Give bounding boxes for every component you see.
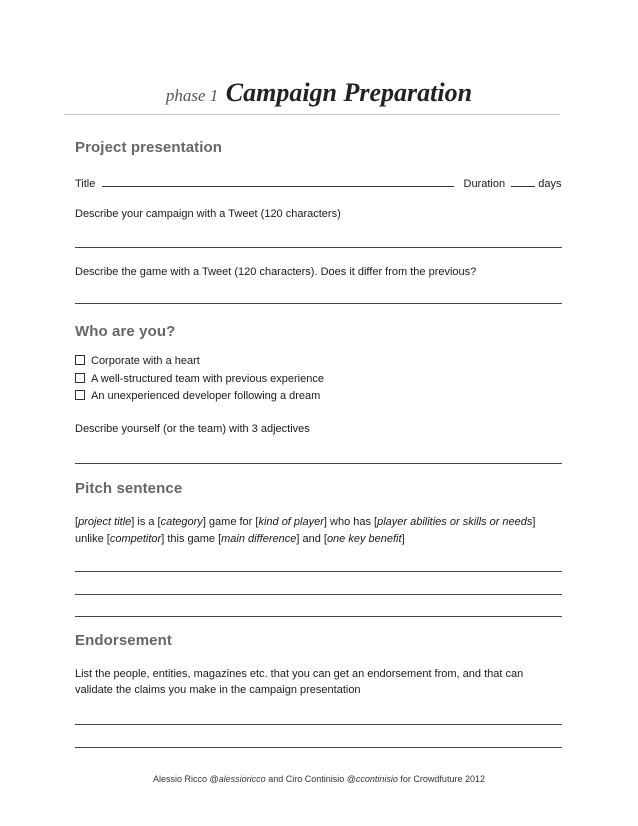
pitch-answer-line-3[interactable] [75,616,562,617]
phase-label: phase 1 [165,86,219,105]
pitch-template-line-1: [project title] is a [category] game for [kind of player] who has [player abilities or skills or needs] [75,516,536,528]
adjectives-prompt: Describe yourself (or the team) with 3 adjectives [75,423,310,435]
header-divider [64,114,560,115]
endorsement-answer-line-1[interactable] [75,724,562,725]
pitch-template-line-2: unlike [competitor] this game [main difference] and [one key benefit] [75,533,405,545]
option-label: Corporate with a heart [91,355,200,367]
tweet-game-prompt: Describe the game with a Tweet (120 characters). Does it differ from the previous? [75,266,477,278]
section-heading-project: Project presentation [75,139,223,156]
option-developer[interactable] [75,390,320,402]
endorsement-answer-line-2[interactable] [75,747,562,748]
placeholder-key-benefit: one key benefit [326,533,402,545]
duration-label: Duration [463,178,506,190]
duration-field[interactable] [511,176,535,187]
endorsement-prompt-line-1: List the people, entities, magazines etc. that you can get an endorsement from, and that can [75,668,524,680]
adjectives-answer-line[interactable] [75,463,562,464]
option-corporate[interactable] [75,355,200,367]
placeholder-project-title: project title [78,516,132,528]
page-header [0,78,638,108]
pitch-answer-line-2[interactable] [75,594,562,595]
page-title: Campaign Preparation [225,78,473,107]
checkbox[interactable] [75,355,85,365]
days-label: days [538,178,562,190]
handle-ccontinisio: ccontinisio [355,774,398,784]
tweet-campaign-answer-line[interactable] [75,247,562,248]
title-field[interactable] [102,176,454,187]
tweet-game-answer-line[interactable] [75,303,562,304]
placeholder-main-difference: main difference [221,533,297,545]
title-duration-row [75,176,561,190]
section-heading-endorsement: Endorsement [75,632,172,649]
tweet-campaign-prompt: Describe your campaign with a Tweet (120 characters) [75,208,341,220]
section-heading-who: Who are you? [75,323,176,340]
endorsement-prompt-line-2: validate the claims you make in the campaign presentation [75,684,361,696]
placeholder-category: category [160,516,203,528]
footer-credits: Alessio Ricco @alessioricco and Ciro Continisio @ccontinisio for Crowdfuture 2012 [153,774,485,784]
handle-alessioricco: alessioricco [218,774,266,784]
placeholder-abilities: player abilities or skills or needs [377,516,533,528]
option-team[interactable] [75,373,324,385]
placeholder-competitor: competitor [109,533,162,545]
option-label: A well-structured team with previous experience [91,373,324,385]
section-heading-pitch: Pitch sentence [75,480,183,497]
checkbox[interactable] [75,390,85,400]
pitch-answer-line-1[interactable] [75,571,562,572]
placeholder-kind-of-player: kind of player [258,516,324,528]
checkbox[interactable] [75,373,85,383]
title-label: Title [75,178,96,190]
option-label: An unexperienced developer following a dream [91,390,321,402]
